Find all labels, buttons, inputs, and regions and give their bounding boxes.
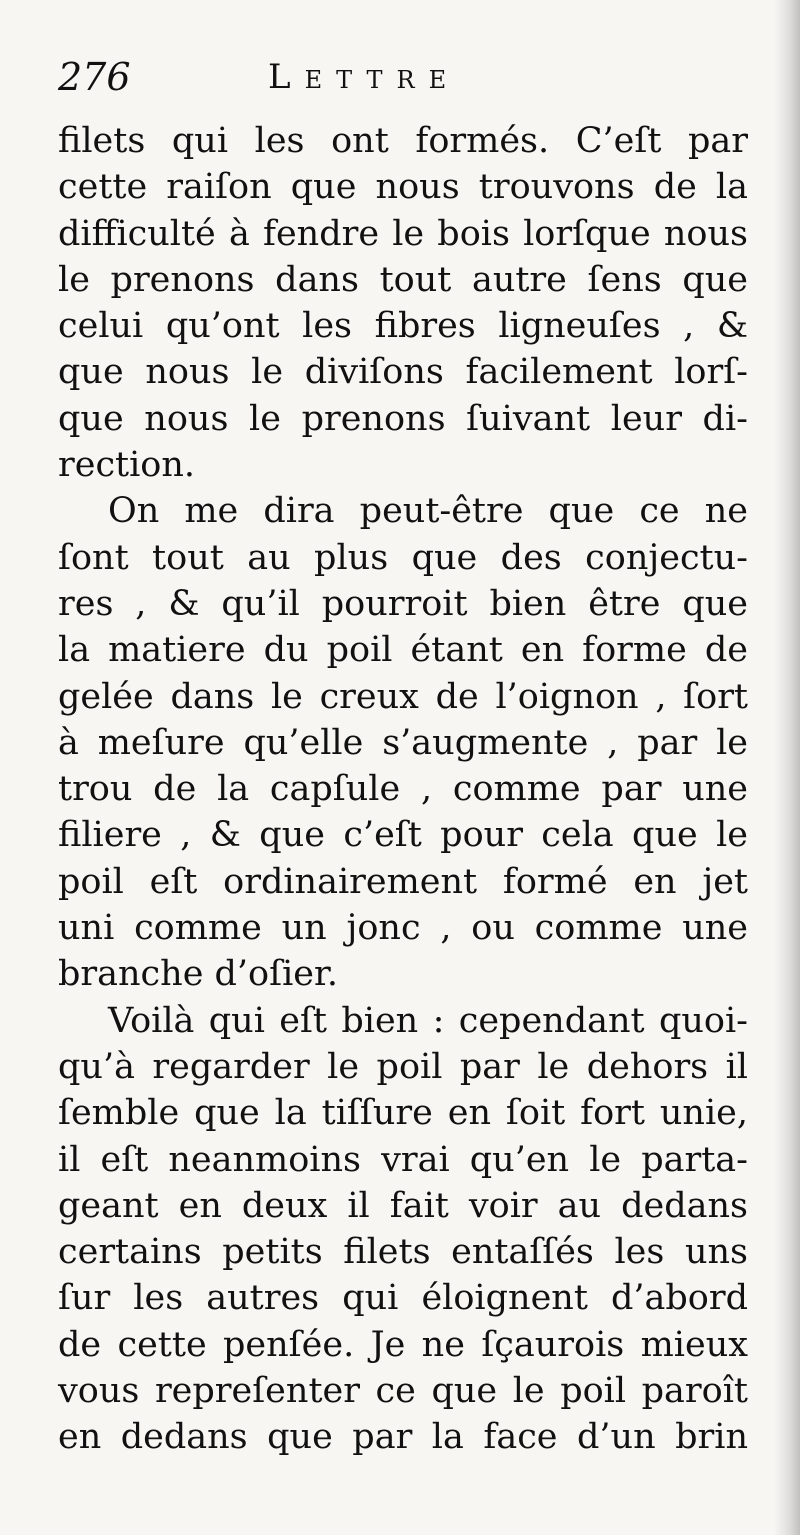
text-line: certains petits filets entaſſés les uns [58,1232,748,1273]
text-line: geant en deux il fait voir au dedans [58,1185,748,1226]
text-line: filets qui les ont formés. C’eſt par [58,121,748,161]
text-line: uni comme un jonc , ou comme une [58,908,748,949]
text-line: celui qu’ont les fibres ligneuſes , & [58,306,748,347]
text-line: qu’à regarder le poil par le dehors il [58,1046,748,1087]
text-line: ſur les autres qui éloignent d’abord [58,1278,748,1319]
running-head: Lettre [268,57,461,97]
text-line: il eſt neanmoins vrai qu’en le parta- [58,1139,748,1180]
text-line: gelée dans le creux de l’oignon , ſort [58,676,748,717]
page-number: 276 [58,55,131,99]
body-text [58,118,748,1461]
text-line: que nous le prenons ſuivant leur di- [58,398,748,439]
text-line: cette raiſon que nous trouvons de la [58,167,748,208]
text-line: poil eſt ordinairement formé en jet [58,861,748,902]
text-line: branche d’oſier. [58,954,338,995]
text-line: la matiere du poil étant en forme de [58,630,748,671]
text-line: vous repreſenter ce que le poil paroît [58,1371,748,1412]
text-line: On me dira peut-être que ce ne [108,491,748,532]
text-line: rection. [58,445,196,486]
text-line: trou de la capſule , comme par une [58,769,748,810]
text-line: res , & qu’il pourroit bien être que [58,583,748,624]
text-line: à meſure qu’elle s’augmente , par le [58,722,748,763]
text-line: en dedans que par la face d’un brin [58,1417,748,1458]
text-line: ſont tout au plus que des conjectu- [58,537,748,578]
text-line: filiere , & que c’eſt pour cela que le [58,815,748,856]
text-line: Voilà qui eſt bien : cependant quoi- [108,1000,748,1041]
text-line: que nous le diviſons facilement lorſ- [58,352,748,393]
text-line: de cette penſée. Je ne ſçaurois mieux [58,1324,748,1365]
text-line: ſemble que la tiſſure en ſoit fort unie, [58,1093,748,1134]
text-line: le prenons dans tout autre ſens que [58,259,748,300]
text-line: difficulté à fendre le bois lorſque nous [58,213,748,254]
page-header [58,52,738,112]
